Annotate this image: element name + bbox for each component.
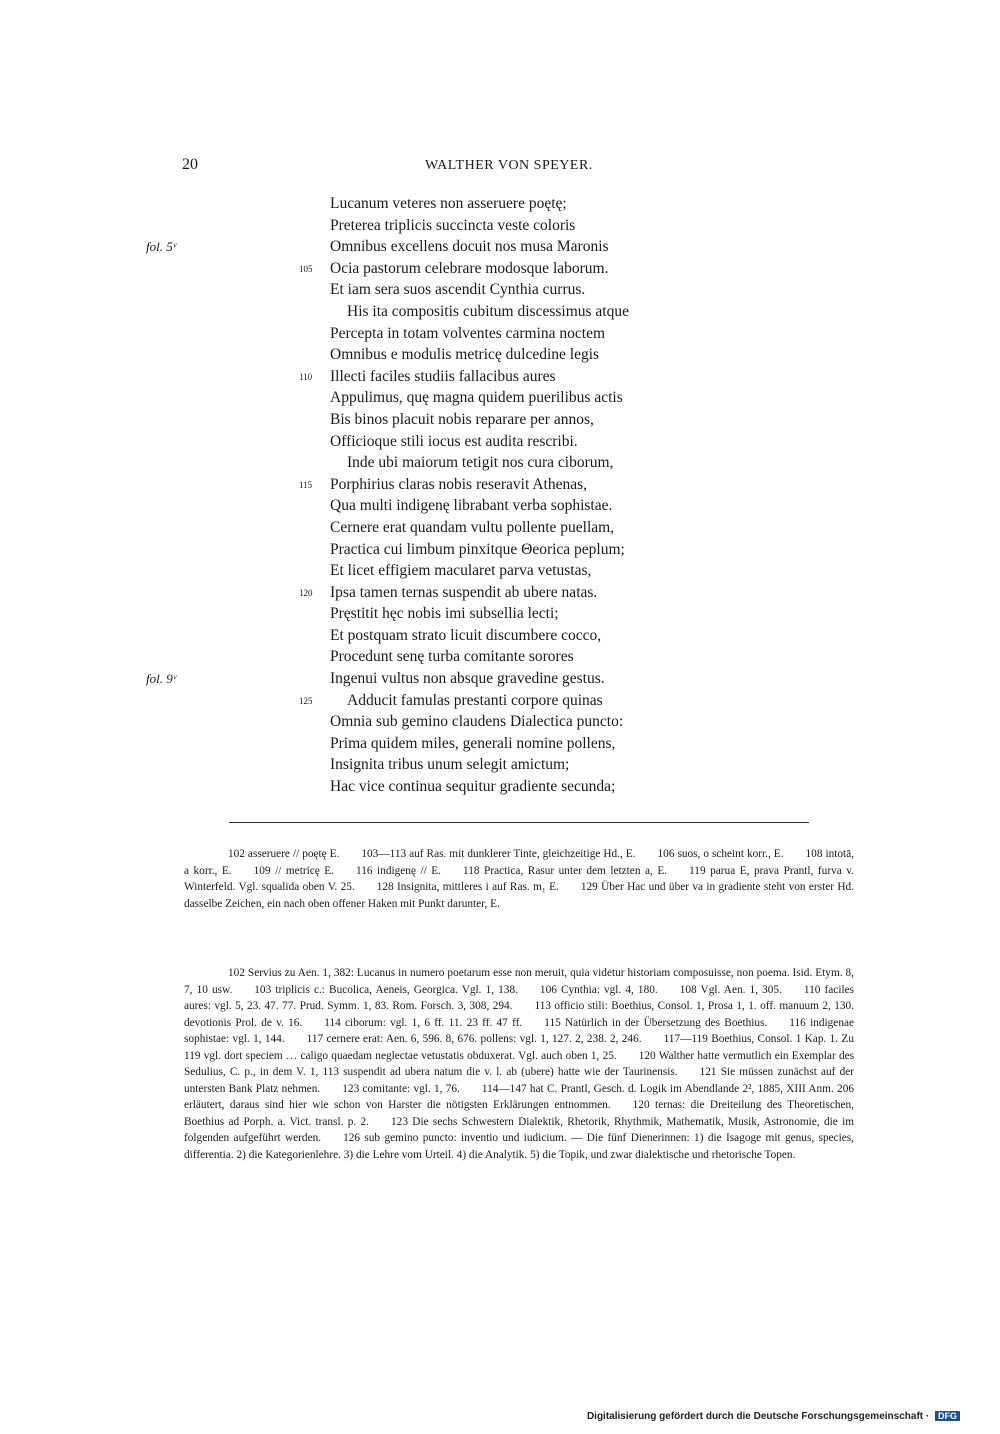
apparatus-note: 128 Insignita, mittleres i auf Ras. m₁ E. bbox=[376, 881, 559, 893]
verse-line bbox=[0, 711, 1000, 733]
verse-text: Prima quidem miles, generali nomine pollens, bbox=[330, 734, 616, 752]
verse-text: Et licet effigiem macularet parva vetustas, bbox=[330, 562, 592, 580]
verse-text: Procedunt senę turba comitante sorores bbox=[330, 648, 574, 666]
verse-line bbox=[0, 366, 1000, 388]
page-number: 20 bbox=[182, 156, 198, 173]
verse-line bbox=[0, 215, 1000, 237]
commentary-note: 106 Cynthia: vgl. 4, 180. bbox=[539, 983, 658, 996]
commentary-note: 103 triplicis c.: Bucolica, Aeneis, Georgica. Vgl. 1, 138. bbox=[254, 983, 518, 996]
verse-text: Porphirius claras nobis reseravit Athenas, bbox=[330, 475, 587, 493]
commentary-note: 121 Sie müssen zunächst auf der untersten Bank Platz nehmen. bbox=[184, 1066, 854, 1095]
apparatus-note: 108 intotā, a korr., E. bbox=[184, 848, 854, 877]
verse-block bbox=[0, 193, 1000, 798]
verse-line bbox=[0, 646, 1000, 668]
apparatus-note: 129 Über Hac und über va in gradiente steht von erster Hd. dasselbe Zeichen, ein nach oben offener Haken mit Punkt darunter, E. bbox=[184, 881, 854, 910]
commentary-note: 117—119 Boethius, Consol. 1 Kap. 1. Zu 119 vgl. dort speciem … caligo quaedam neglectae vetustatis obduxerat. Vgl. auch oben 1, 25. bbox=[184, 1033, 854, 1062]
verse-text: Officioque stili iocus est audita rescribi. bbox=[330, 432, 578, 450]
verse-text: Insignita tribus unum selegit amictum; bbox=[330, 756, 570, 774]
folio-marker: fol. 9ᵛ bbox=[146, 671, 177, 687]
apparatus-note: 118 Practica, Rasur unter dem letzten a, E. bbox=[463, 864, 668, 877]
verse-text: His ita compositis cubitum discessimus atque bbox=[347, 302, 629, 320]
verse-text: Preterea triplicis succincta veste coloris bbox=[330, 216, 576, 234]
commentary-note: 114—147 hat C. Prantl, Gesch. d. Logik im Abendlande 2², 1885, XIII Anm. 206 erläutert, daraus sind hier wie schon von Harster die nötigsten Erklärungen entnommen. bbox=[184, 1082, 855, 1111]
verse-text: Percepta in totam volventes carmina noctem bbox=[330, 324, 606, 342]
dfg-logo-icon: DFG bbox=[935, 1411, 960, 1421]
verse-text: Practica cui limbum pinxitque Θeorica peplum; bbox=[330, 540, 625, 558]
folio-marker: fol. 5ᵛ bbox=[146, 239, 177, 255]
verse-text: Ingenui vultus non absque gravedine gestus. bbox=[330, 670, 605, 688]
verse-line bbox=[0, 301, 1000, 323]
apparatus-note: 116 indigenę // E. bbox=[356, 864, 442, 877]
commentary-note: 110 faciles aures: vgl. 5, 23. 47. 77. Prud. Symm. 1, 83. Rom. Forsch. 3, 308, 294. bbox=[184, 983, 855, 1012]
commentary-note: 115 Natürlich in der Übersetzung des Boethius. bbox=[544, 1016, 768, 1029]
verse-line bbox=[0, 344, 1000, 366]
verse-text: Cernere erat quandam vultu pollente puellam, bbox=[330, 518, 615, 536]
apparatus-note: 119 parua E, prava Prantl, furva v. Winterfeld. Vgl. squalida oben V. 25. bbox=[184, 864, 855, 893]
line-number: 120 bbox=[299, 587, 313, 598]
line-number: 105 bbox=[299, 263, 313, 274]
commentary bbox=[184, 965, 854, 1163]
apparatus-paragraph bbox=[184, 846, 854, 912]
verse-text: Illecti faciles studiis fallacibus aures bbox=[330, 367, 556, 385]
apparatus-note: 102 asseruere // poętę E. bbox=[228, 848, 340, 860]
verse-text: Et postquam strato licuit discumbere cocco, bbox=[330, 626, 602, 644]
verse-text: Qua multi indigenę librabant verba sophistae. bbox=[330, 497, 613, 515]
commentary-note: 113 officio stili: Boethius, Consol. 1, Prosa 1, 1. off. manuum 2, 130. devotionis Prol. de v. 16. bbox=[184, 1000, 854, 1029]
verse-text: Bis binos placuit nobis reparare per annos, bbox=[330, 410, 594, 428]
verse-line bbox=[0, 279, 1000, 301]
commentary-note: 123 comitante: vgl. 1, 76. bbox=[342, 1082, 460, 1095]
commentary-note: 120 Walther hatte vermutlich ein Exemplar des Sedulius, C. p., in dem V. 1, 113 suspendit ad ubera natum die v. l. ab (ubere) hatte wie der Taurinensis. bbox=[184, 1049, 855, 1078]
verse-text: Pręstitit hęc nobis imi subsellia lecti; bbox=[330, 605, 559, 623]
commentary-note: 126 sub gemino puncto: inventio und iudicium. — Die fünf Dienerinnen: 1) die Isagoge mit genus, species, differentia. 2) die Kategorienlehre. 3) die Lehre vom Urteil. 4) die Analytik. 5) die Topik, und zwar dialektische und rhetorische Topen. bbox=[184, 1132, 854, 1161]
verse-line bbox=[0, 431, 1000, 453]
commentary-note: 116 indigenae sophistae: vgl. 1, 144. bbox=[184, 1016, 854, 1045]
verse-text: Omnia sub gemino claudens Dialectica puncto: bbox=[330, 713, 624, 731]
verse-line bbox=[0, 258, 1000, 280]
verse-line bbox=[0, 193, 1000, 215]
verse-line bbox=[0, 495, 1000, 517]
apparatus-note: 106 suos, o scheint korr., E. bbox=[657, 848, 784, 860]
apparatus-note: 103—113 auf Ras. mit dunklerer Tinte, gleichzeitige Hd., E. bbox=[361, 848, 636, 860]
running-head: WALTHER VON SPEYER. bbox=[425, 158, 593, 173]
verse-text: Inde ubi maiorum tetigit nos cura ciborum, bbox=[347, 454, 614, 472]
verse-text: Hac vice continua sequitur gradiente secunda; bbox=[330, 778, 616, 796]
footer-credit bbox=[587, 1411, 960, 1422]
verse-text: Omnibus e modulis metricę dulcedine legis bbox=[330, 346, 600, 364]
verse-line bbox=[0, 733, 1000, 755]
verse-text: Et iam sera suos ascendit Cynthia currus. bbox=[330, 281, 586, 299]
verse-text: Ocia pastorum celebrare modosque laborum. bbox=[330, 259, 609, 277]
commentary-note: 117 cernere erat: Aen. 6, 596. 8, 676. pollens: vgl. 1, 127. 2, 238. 2, 246. bbox=[306, 1033, 642, 1045]
line-number: 110 bbox=[299, 371, 313, 382]
verse-text: Adducit famulas prestanti corpore quinas bbox=[347, 691, 603, 709]
line-number: 125 bbox=[299, 695, 313, 706]
commentary-paragraph bbox=[184, 965, 854, 1163]
commentary-note: 114 ciborum: vgl. 1, 6 ff. 11. 23 ff. 47 ff. bbox=[324, 1016, 523, 1029]
verse-text: Appulimus, quę magna quidem puerilibus actis bbox=[330, 389, 623, 407]
separator-rule bbox=[229, 822, 809, 823]
commentary-note: 120 ternas: die Dreiteilung des Theoretischen, Boethius ad Porph. a. Vict. transl. p. 2. bbox=[184, 1099, 854, 1128]
verse-line bbox=[0, 323, 1000, 345]
footer-credit-text: Digitalisierung gefördert durch die Deutsche Forschungsgemeinschaft · bbox=[586, 1411, 930, 1422]
verse-line bbox=[0, 517, 1000, 539]
verse-line bbox=[0, 690, 1000, 712]
critical-apparatus bbox=[184, 846, 854, 912]
verse-line bbox=[0, 474, 1000, 496]
apparatus-note: 109 // metricę E. bbox=[253, 864, 335, 877]
verse-line bbox=[0, 452, 1000, 474]
verse-text: Lucanum veteres non asseruere poętę; bbox=[330, 195, 567, 212]
commentary-note: 102 Servius zu Aen. 1, 382: Lucanus in numero poetarum esse non meruit, quia videtur historiam composuisse, non poema. Isid. Etym. 8, 7, 10 usw. bbox=[184, 967, 854, 996]
line-number: 115 bbox=[299, 479, 313, 490]
verse-text: Omnibus excellens docuit nos musa Maronis bbox=[330, 238, 609, 256]
verse-line bbox=[0, 409, 1000, 431]
verse-line bbox=[0, 236, 1000, 258]
commentary-note: 123 Die sechs Schwestern Dialektik, Rhetorik, Rhythmik, Mathematik, Musik, Astronomie, die im folgenden aufgeführt werden. bbox=[184, 1115, 854, 1144]
verse-line bbox=[0, 754, 1000, 776]
commentary-note: 108 Vgl. Aen. 1, 305. bbox=[679, 983, 782, 996]
verse-line bbox=[0, 625, 1000, 647]
verse-line bbox=[0, 603, 1000, 625]
verse-text: Ipsa tamen ternas suspendit ab ubere natas. bbox=[330, 583, 598, 601]
verse-line bbox=[0, 539, 1000, 561]
verse-line bbox=[0, 560, 1000, 582]
verse-line bbox=[0, 387, 1000, 409]
verse-line bbox=[0, 776, 1000, 798]
verse-line bbox=[0, 582, 1000, 604]
verse-line bbox=[0, 668, 1000, 690]
